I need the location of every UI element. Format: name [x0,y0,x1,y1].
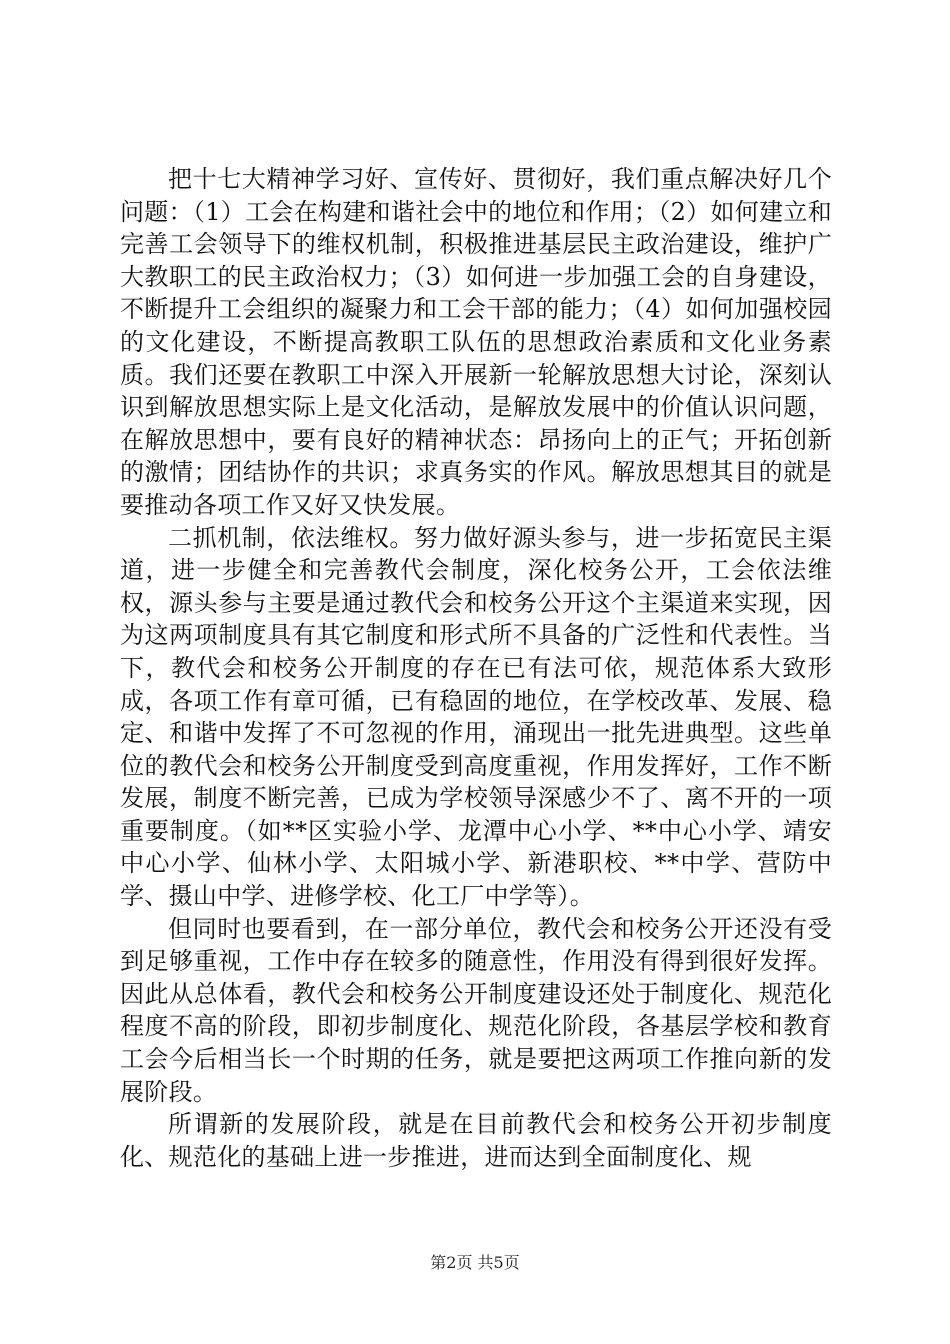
page-number-footer: 第2页 共5页 [430,1253,520,1272]
paragraph-1: 把十七大精神学习好、宣传好、贯彻好，我们重点解决好几个问题：（1）工会在构建和谐社会中的地位和作用；（2）如何建立和完善工会领导下的维权机制，积极推进基层民主政治建设，维护广大教职工的民主政治权力；（3）如何进一步加强工会的自身建设，不断提升工会组织的凝聚力和工会干部的能力；（4）如何加强校园的文化建设，不断提高教职工队伍的思想政治素质和文化业务素质。我们还要在教职工中深入开展新一轮解放思想大讨论，深刻认识到解放思想实际上是文化活动，是解放发展中的价值认识问题，在解放思想中，要有良好的精神状态：昂扬向上的正气；开拓创新的激情；团结协作的共识；求真务实的作风。解放思想其目的就是要推动各项工作又好又快发展。 [120,165,832,519]
paragraph-2: 二抓机制，依法维权。努力做好源头参与，进一步拓宽民主渠道，进一步健全和完善教代会制度，深化校务公开，工会依法维权，源头参与主要是通过教代会和校务公开这个主渠道来实现，因为这两项制度具有其它制度和形式所不具备的广泛性和代表性。当下，教代会和校务公开制度的存在已有法可依，规范体系大致形成，各项工作有章可循，已有稳固的地位，在学校改革、发展、稳定、和谐中发挥了不可忽视的作用，涌现出一批先进典型。这些单位的教代会和校务公开制度受到高度重视，作用发挥好，工作不断发展，制度不断完善，已成为学校领导深感少不了、离不开的一项重要制度。（如**区实验小学、龙潭中心小学、**中心小学、靖安中心小学、仙林小学、太阳城小学、新港职校、**中学、营防中学、摄山中学、进修学校、化工厂中学等）。 [120,523,832,911]
paragraph-3: 但同时也要看到，在一部分单位，教代会和校务公开还没有受到足够重视，工作中存在较多的随意性，作用没有得到很好发挥。因此从总体看，教代会和校务公开制度建设还处于制度化、规范化程度不高的阶段，即初步制度化、规范化阶段，各基层学校和教育工会今后相当长一个时期的任务，就是要把这两项工作推向新的发展阶段。 [120,914,832,1106]
body-text [120,163,832,1173]
paragraph-4: 所谓新的发展阶段，就是在目前教代会和校务公开初步制度化、规范化的基础上进一步推进，进而达到全面制度化、规 [120,1110,832,1171]
